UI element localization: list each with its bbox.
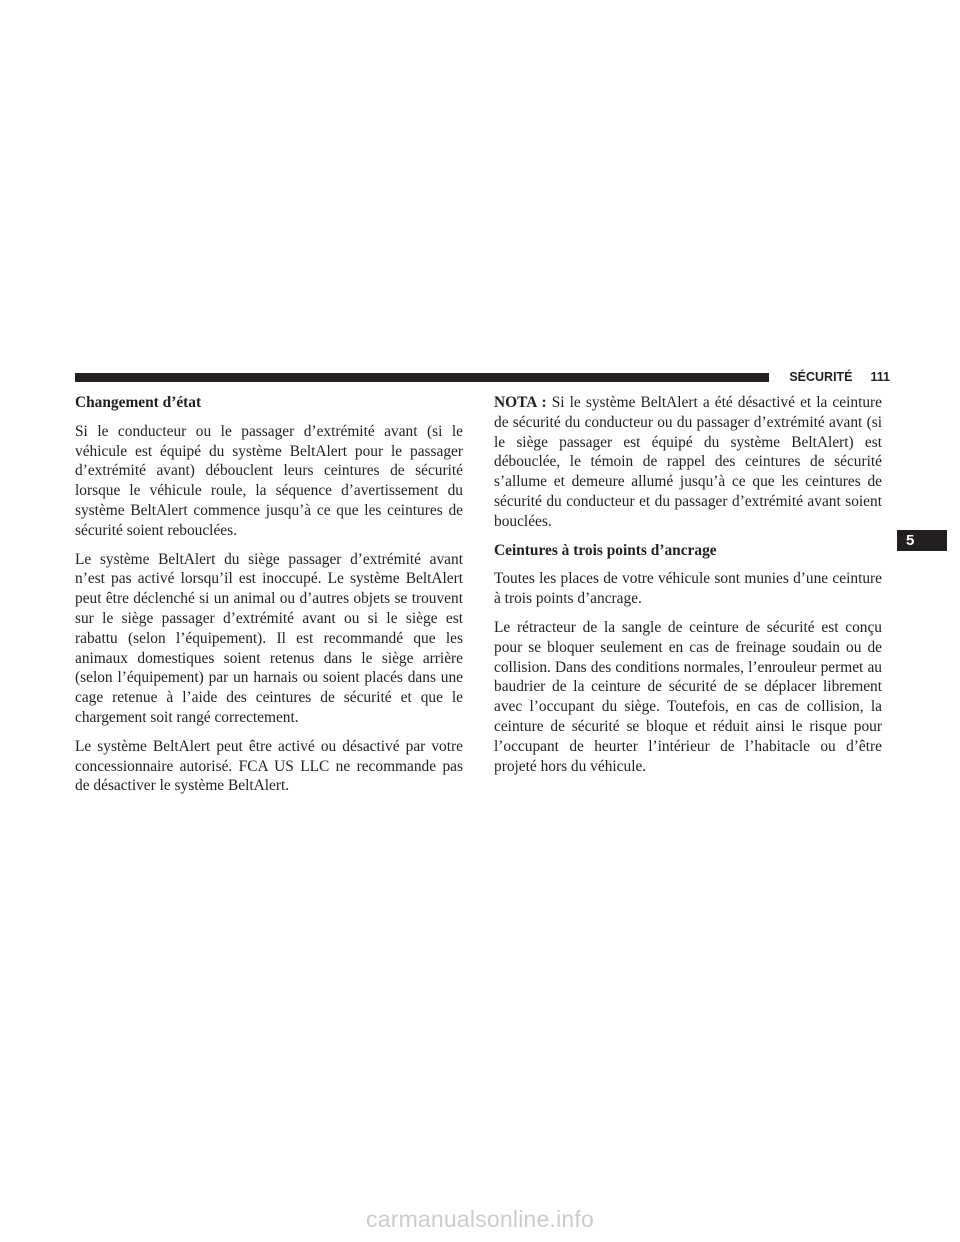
- paragraph-activation: Le système BeltAlert peut être activé ou désactivé par votre concessionnaire autorisé. FCA US LLC ne recommande pas de désactiver le système BeltAlert.: [75, 737, 463, 795]
- section-title: SÉCURITÉ: [789, 370, 853, 384]
- left-column: [75, 393, 463, 805]
- chapter-number: 5: [906, 532, 915, 549]
- heading-changement-etat: Changement d’état: [75, 394, 202, 411]
- nota-paragraph: [494, 393, 882, 532]
- header-rule: [75, 373, 769, 382]
- page-number: 111: [870, 370, 890, 384]
- paragraph-siege-passager: Le système BeltAlert du siège passager d’extrémité avant n’est pas activé lorsqu’il est inoccupé. Le système BeltAlert peut être déclenché si un animal ou d’autres objets se trouvent sur le siège passager d’extrémité avant ou si le siège est rabattu (selon l’équipement). Il est recommandé que les animaux domestiques soient retenus dans le siège arrière (selon l’équipement) par un harnais ou soient placés dans une cage retenue à l’aide des ceintures de sécurité et que le chargement soit rangé correctement.: [75, 550, 463, 726]
- running-header: [780, 367, 890, 387]
- nota-label: NOTA :: [494, 394, 547, 411]
- right-column: [494, 393, 882, 785]
- paragraph-debouclage: Si le conducteur ou le passager d’extrémité avant (si le véhicule est équipé du système BeltAlert pour le passager d’extrémité avant) débouclent leurs ceintures de sécurité lorsque le véhicule roule, la séquence d’avertissement du système BeltAlert commence jusqu’à ce que les ceintures de sécurité soient rebouclées.: [75, 422, 463, 539]
- chapter-tab: [897, 530, 947, 551]
- watermark: carmanualsonline.info: [366, 1206, 594, 1232]
- nota-text: Si le système BeltAlert a été désactivé et la ceinture de sécurité du conducteur ou du passager d’extrémité avant (si le siège passager est équipé du système BeltAlert) est débouclée, le témoin de rappel des ceintures de sécurité s’allume et demeure allumé jusqu’à ce que les ceintures de sécurité du conducteur et du passager d’extrémité avant soient bouclées.: [494, 394, 882, 530]
- paragraph-places: Toutes les places de votre véhicule sont munies d’une ceinture à trois points d’ancrage.: [494, 570, 882, 608]
- heading-trois-points: Ceintures à trois points d’ancrage: [494, 541, 717, 559]
- paragraph-retracteur: Le rétracteur de la sangle de ceinture de sécurité est conçu pour se bloquer seulement en cas de freinage soudain ou de collision. Dans des conditions normales, l’enrouleur permet au baudrier de la ceinture de sécurité de se déplacer librement avec l’occupant du siège. Toutefois, en cas de collision, la ceinture de sécurité se bloque et réduit ainsi le risque pour l’occupant de heurter l’intérieur de l’habitacle ou d’être projeté hors du véhicule.: [494, 618, 882, 775]
